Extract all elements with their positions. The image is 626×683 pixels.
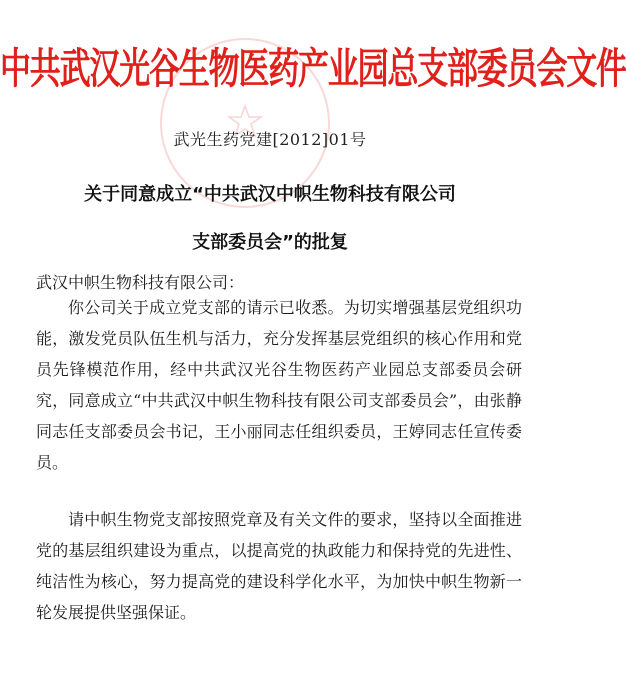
document-title-line-2: 支部委员会”的批复 xyxy=(192,232,348,253)
document-number: 武光生药党建[2012]01号 xyxy=(173,130,367,149)
body-paragraph-1: 你公司关于成立党支部的请示已收悉。为切实增强基层党组织功能，激发党员队伍生机与活力，充分发挥基层党组织的核心作用和党员先锋模范作用，经中共武汉光谷生物医药产业园总支部委员会研究，同意成立“中共武汉中帜生物科技有限公司支部委员会”，由张静同志任支部委员会书记，王小丽同志任组织委员，王婷同志任宣传委员。 xyxy=(36,298,522,472)
body-paragraph-2: 请中帜生物党支部按照党章及有关文件的要求，坚持以全面推进党的基层组织建设为重点，以提高党的执政能力和保持党的先进性、纯洁性为核心，努力提高党的建设科学化水平，为加快中帜生物新一轮发展提供坚强保证。 xyxy=(36,510,522,622)
document-title-line-1: 关于同意成立“中共武汉中帜生物科技有限公司 xyxy=(84,184,456,205)
salutation: 武汉中帜生物科技有限公司： xyxy=(36,273,245,292)
issuer-header: 中共武汉光谷生物医药产业园总支部委员会文件 xyxy=(0,45,626,94)
